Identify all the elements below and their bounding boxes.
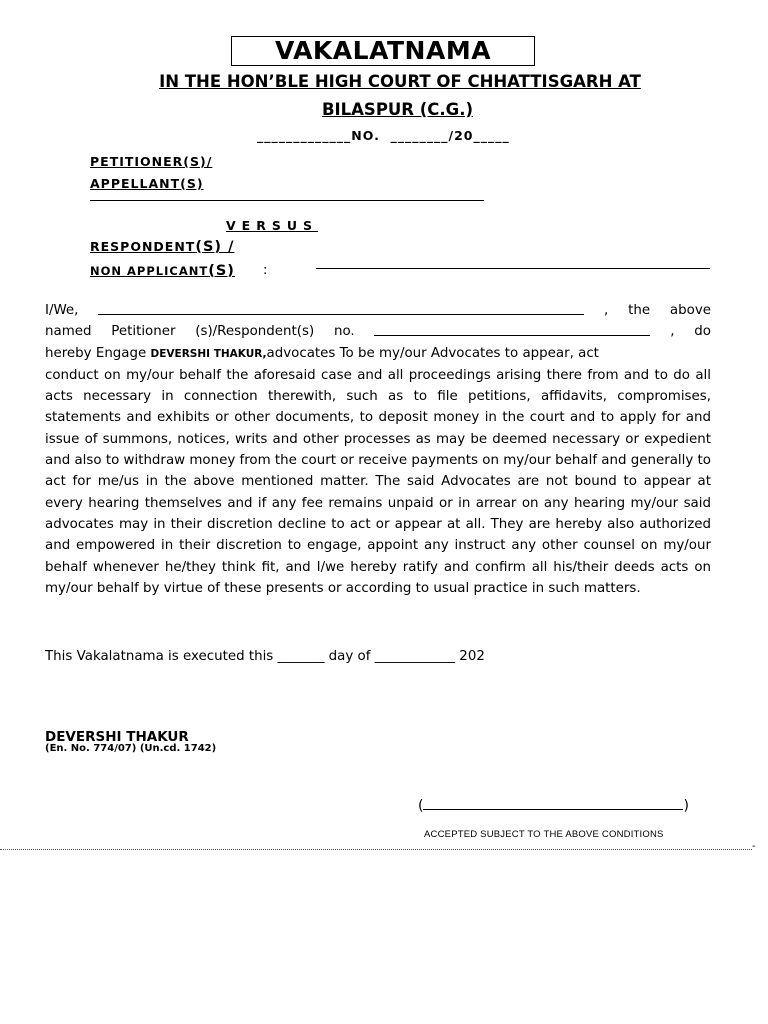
body-line-3: [45, 343, 711, 365]
client-signature-field: [418, 797, 689, 814]
named-text: named: [45, 324, 92, 340]
body-line-1: [45, 300, 711, 321]
engage-text: hereby Engage: [45, 345, 151, 361]
close-paren: ): [683, 798, 689, 814]
petitioner-text: Petitioner: [111, 324, 176, 340]
vakalatnama-body: [45, 300, 711, 599]
body-line-2: [45, 321, 711, 342]
iwe-text: I/We,: [45, 303, 79, 318]
respondent-text: RESPONDENT: [90, 239, 196, 254]
advocate-registration: (En. No. 774/07) (Un.cd. 1742): [45, 743, 217, 754]
non-applicant-colon: :: [263, 263, 268, 278]
the-text: the: [628, 303, 651, 318]
court-name-line1: IN THE HON’BLE HIGH COURT OF CHHATTISGARH AT: [159, 72, 641, 91]
court-name-line2: BILASPUR (C.G.): [321, 100, 474, 119]
respondent-name-line: [316, 268, 710, 269]
divider-tail: -: [752, 841, 756, 852]
advocates-text: advocates To be my/our Advocates to appear, act: [266, 345, 599, 361]
name-blank-line: [98, 300, 584, 315]
comma-2: ,: [670, 324, 675, 340]
advocate-name: DEVERSHI THAKUR: [45, 729, 189, 745]
above-text: above: [669, 303, 711, 318]
respondent-suffix: (S) /: [195, 239, 235, 255]
non-applicant-text: NON APPLICANT: [90, 264, 209, 278]
respondents-text: (s)/Respondent(s): [195, 324, 315, 340]
petitioner-name-line: [90, 200, 484, 201]
no-text: no.: [333, 324, 355, 340]
body-paragraph: conduct on my/our behalf the aforesaid case and all proceedings arising there from and to do all acts necessary in connection therewith, such as to file petitions, affidavits, compromises, statements and exhibits or other documents, to deposit money in the court and to apply for and issue of summons, notices, writs and other processes as may be deemed necessary or expedient and also to withdraw money from the court or receive payments on my/our behalf and generally to act for me/us in the above mentioned matter. The said Advocates are not bound to appear at every hearing themselves and if any fee remains unpaid or in arrear on any hearing my/our said advocates may in their discretion decline to act or appear at all. They are hereby also authorized and empowered in their discretion to engage, appoint any instruct any other counsel on my/our behalf whenever he/they think fit, and I/we hereby ratify and confirm all his/their deeds acts on my/our behalf by virtue of these presents or according to usual practice in such matters.: [45, 367, 711, 596]
signature-line: [423, 797, 683, 810]
open-paren: (: [418, 798, 424, 814]
execution-date-line: This Vakalatnama is executed this _______ day of ____________ 202: [45, 649, 485, 664]
respondent-label: [90, 239, 234, 255]
non-applicant-label: [90, 263, 235, 279]
non-applicant-suffix: (S): [208, 263, 235, 279]
case-number: _____________NO. ________/20_____: [257, 128, 510, 143]
comma-1: ,: [604, 303, 609, 318]
document-title: VAKALATNAMA: [231, 36, 535, 66]
petitioner-label: PETITIONER(S)/: [90, 154, 213, 169]
number-blank-line: [374, 321, 650, 336]
versus-label: VERSUS: [226, 218, 318, 233]
engage-clause: [45, 343, 599, 365]
dotted-divider: [0, 849, 752, 850]
acceptance-note: ACCEPTED SUBJECT TO THE ABOVE CONDITIONS: [424, 829, 664, 840]
appellant-label: APPELLANT(S): [90, 176, 204, 191]
do-text: do: [694, 324, 711, 340]
advocate-name-inline: DEVERSHI THAKUR,: [150, 347, 267, 360]
